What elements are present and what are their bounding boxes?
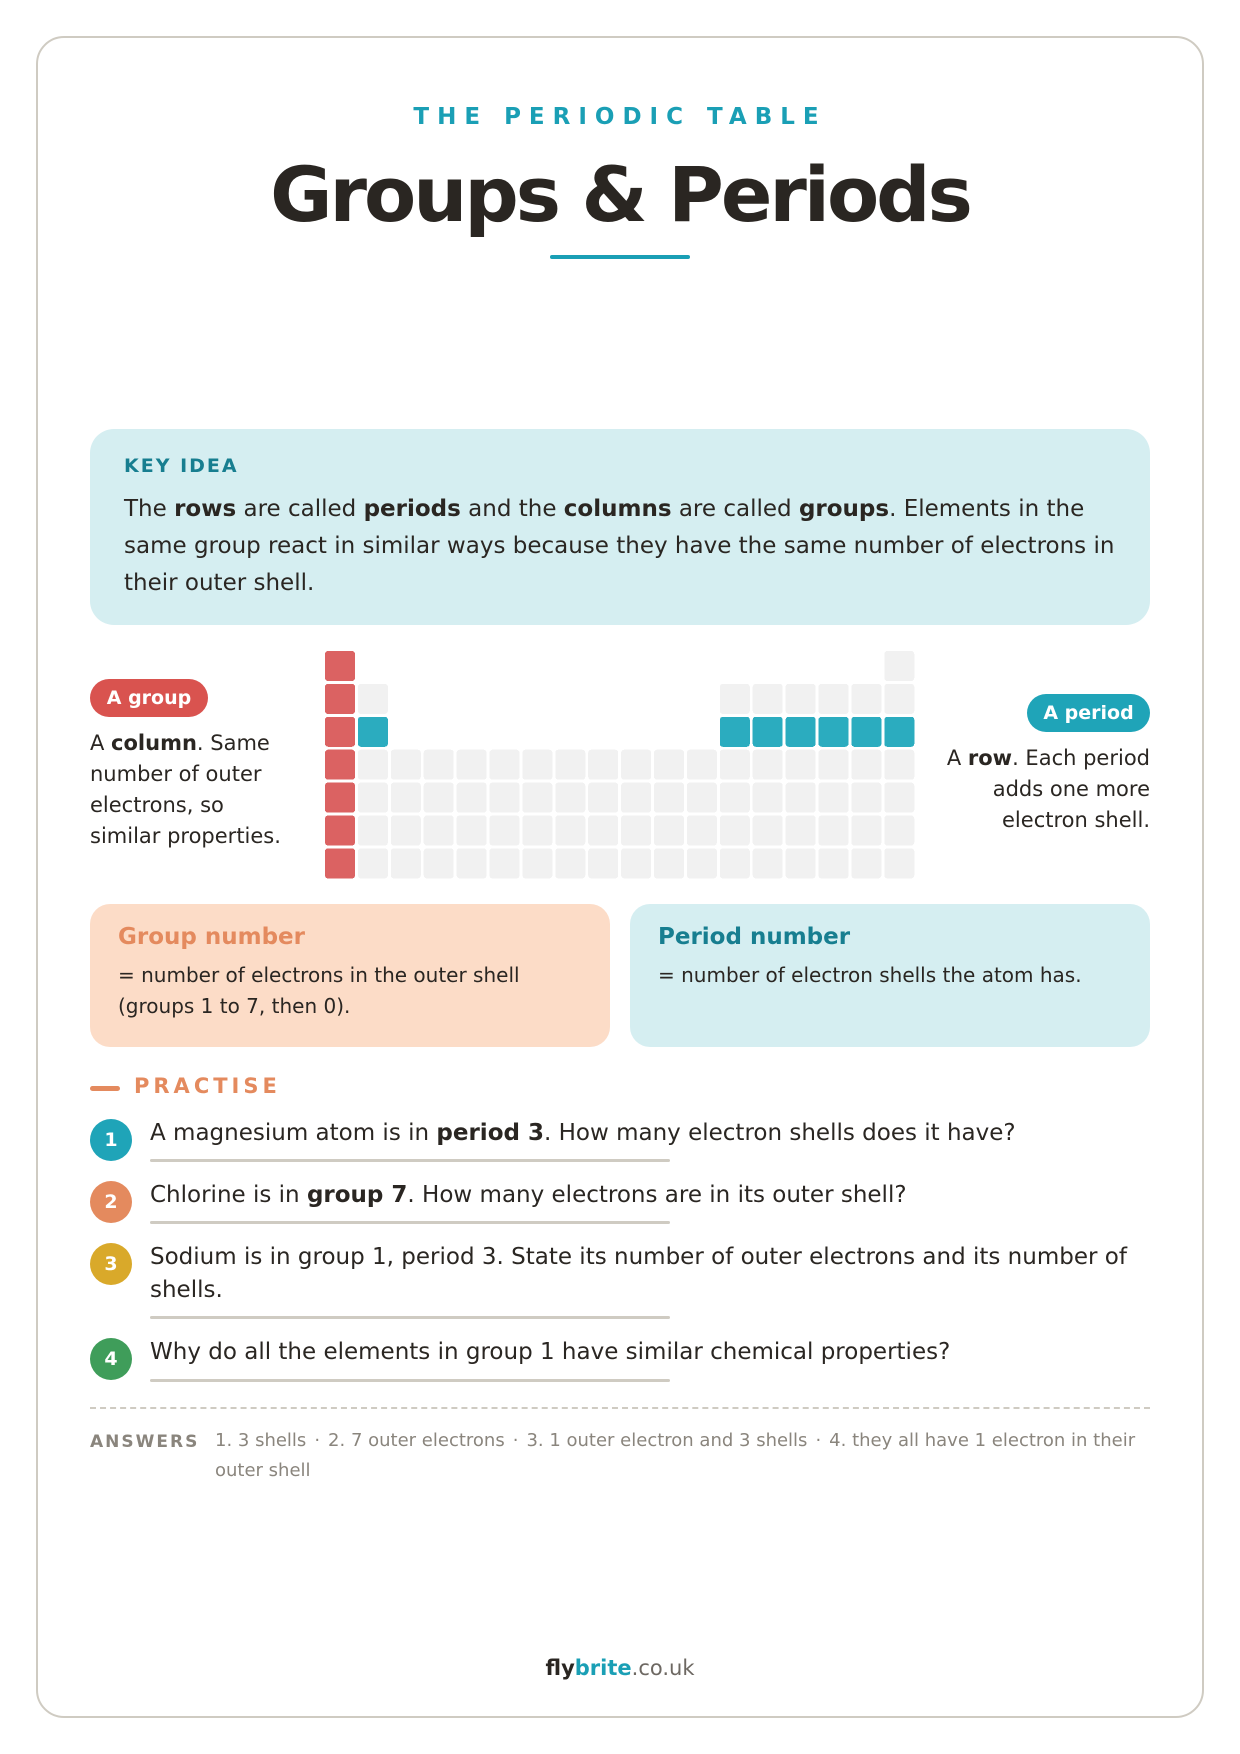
element-cell	[522, 816, 552, 846]
period-cell	[851, 717, 881, 747]
element-cell	[555, 783, 585, 813]
element-cell	[358, 684, 388, 714]
practise-dash-icon	[90, 1086, 120, 1091]
element-cell	[654, 848, 684, 878]
element-cell	[391, 783, 421, 813]
element-cell	[490, 783, 520, 813]
brand-brite: brite	[574, 1656, 632, 1680]
eyebrow-label: THE PERIODIC TABLE	[413, 104, 827, 130]
element-cell	[490, 816, 520, 846]
element-cell	[720, 783, 750, 813]
element-cell	[391, 816, 421, 846]
question-number-badge: 2	[90, 1181, 132, 1223]
element-cell	[687, 783, 717, 813]
period-number-title: Period number	[658, 924, 851, 950]
answer-item: 3. 1 outer electron and 3 shells	[526, 1430, 808, 1451]
element-cell	[786, 750, 816, 780]
key-idea-text: The rows are called periods and the columns are called groups. Elements in the same group react in similar ways because they have the same number of electrons in their outer shell.	[124, 496, 1115, 596]
element-cell	[588, 848, 618, 878]
group-cell	[325, 783, 355, 813]
element-cell	[753, 783, 783, 813]
brand-fly: fly	[545, 1656, 575, 1680]
element-cell	[654, 783, 684, 813]
element-cell	[424, 848, 454, 878]
element-cell	[588, 750, 618, 780]
element-cell	[720, 750, 750, 780]
answer-item: 1. 3 shells	[215, 1430, 307, 1451]
element-cell	[621, 816, 651, 846]
element-cell	[851, 816, 881, 846]
element-cell	[654, 816, 684, 846]
answers-label: ANSWERS	[90, 1432, 200, 1452]
answer-separator: ·	[815, 1430, 822, 1451]
question-number-badge: 1	[90, 1119, 132, 1161]
element-cell	[819, 848, 849, 878]
element-cell	[621, 783, 651, 813]
element-cell	[654, 750, 684, 780]
element-cell	[819, 750, 849, 780]
element-cell	[687, 848, 717, 878]
group-number-title: Group number	[118, 924, 305, 950]
element-cell	[851, 684, 881, 714]
element-cell	[687, 816, 717, 846]
question-text: Why do all the elements in group 1 have similar chemical properties?	[150, 1339, 951, 1365]
question-text: Sodium is in group 1, period 3. State its number of outer electrons and its number of shells.	[150, 1244, 1127, 1303]
element-cell	[522, 783, 552, 813]
element-cell	[884, 783, 914, 813]
answer-separator: ·	[512, 1430, 519, 1451]
period-description: A row. Each period adds one more electron shell.	[946, 746, 1150, 832]
element-cell	[358, 750, 388, 780]
element-cell	[851, 848, 881, 878]
group-cell	[325, 684, 355, 714]
element-cell	[555, 750, 585, 780]
answer-line[interactable]	[150, 1221, 670, 1224]
element-cell	[819, 816, 849, 846]
page-title: Groups & Periods	[270, 150, 970, 239]
period-cell	[753, 717, 783, 747]
group-description: A column. Same number of outer electrons, so similar properties.	[90, 731, 281, 848]
periodic-table-diagram	[325, 651, 915, 887]
element-cell	[555, 816, 585, 846]
element-cell	[391, 750, 421, 780]
element-cell	[720, 684, 750, 714]
element-cell	[358, 783, 388, 813]
element-cell	[884, 816, 914, 846]
element-cell	[720, 816, 750, 846]
element-cell	[884, 750, 914, 780]
answer-line[interactable]	[150, 1316, 670, 1319]
period-number-card	[630, 904, 1150, 1047]
answer-item: 2. 7 outer electrons	[328, 1430, 505, 1451]
element-cell	[786, 816, 816, 846]
element-cell	[391, 848, 421, 878]
element-cell	[457, 848, 487, 878]
question-text: Chlorine is in group 7. How many electrons are in its outer shell?	[150, 1182, 907, 1208]
element-cell	[588, 816, 618, 846]
element-cell	[786, 848, 816, 878]
element-cell	[884, 848, 914, 878]
group-cell	[325, 848, 355, 878]
element-cell	[687, 750, 717, 780]
practise-label: PRACTISE	[134, 1074, 281, 1098]
element-cell	[786, 684, 816, 714]
element-cell	[358, 816, 388, 846]
element-cell	[424, 750, 454, 780]
group-cell	[325, 651, 355, 681]
element-cell	[851, 750, 881, 780]
answer-separator: ·	[314, 1430, 321, 1451]
group-number-text: = number of electrons in the outer shell (groups 1 to 7, then 0).	[118, 963, 520, 1018]
group-pill: A group	[90, 679, 208, 717]
element-cell	[753, 848, 783, 878]
element-cell	[457, 816, 487, 846]
period-number-text: = number of electron shells the atom has.	[658, 963, 1082, 987]
element-cell	[720, 848, 750, 878]
footer-brand	[0, 1656, 1240, 1680]
group-number-card	[90, 904, 610, 1047]
title-underline	[550, 255, 690, 259]
period-pill: A period	[1027, 694, 1150, 732]
period-cell	[786, 717, 816, 747]
answer-line[interactable]	[150, 1159, 670, 1162]
element-cell	[884, 684, 914, 714]
question-text: A magnesium atom is in period 3. How many electron shells does it have?	[150, 1120, 1016, 1146]
element-cell	[457, 750, 487, 780]
element-cell	[457, 783, 487, 813]
element-cell	[424, 783, 454, 813]
element-cell	[884, 651, 914, 681]
element-cell	[490, 848, 520, 878]
element-cell	[753, 816, 783, 846]
element-cell	[424, 816, 454, 846]
key-idea-box	[90, 429, 1150, 625]
element-cell	[621, 750, 651, 780]
element-cell	[786, 783, 816, 813]
group-cell	[325, 816, 355, 846]
question-number-badge: 3	[90, 1243, 132, 1285]
element-cell	[358, 848, 388, 878]
group-cell	[325, 717, 355, 747]
element-cell	[621, 848, 651, 878]
answers-list	[215, 1426, 1150, 1486]
period-cell	[819, 717, 849, 747]
period-cell	[720, 717, 750, 747]
answer-line[interactable]	[150, 1379, 670, 1382]
element-cell	[555, 848, 585, 878]
element-cell	[851, 783, 881, 813]
element-cell	[522, 750, 552, 780]
period-cell	[358, 717, 388, 747]
period-cell	[884, 717, 914, 747]
group-cell	[325, 750, 355, 780]
key-idea-label: KEY IDEA	[124, 455, 239, 477]
element-cell	[753, 750, 783, 780]
question-number-badge: 4	[90, 1338, 132, 1380]
element-cell	[588, 783, 618, 813]
element-cell	[490, 750, 520, 780]
element-cell	[819, 684, 849, 714]
answer-item: 4. they all have 1 electron in their outer shell	[215, 1430, 1136, 1481]
answers-divider	[90, 1407, 1150, 1409]
element-cell	[522, 848, 552, 878]
element-cell	[753, 684, 783, 714]
brand-domain: .co.uk	[631, 1656, 695, 1680]
element-cell	[819, 783, 849, 813]
